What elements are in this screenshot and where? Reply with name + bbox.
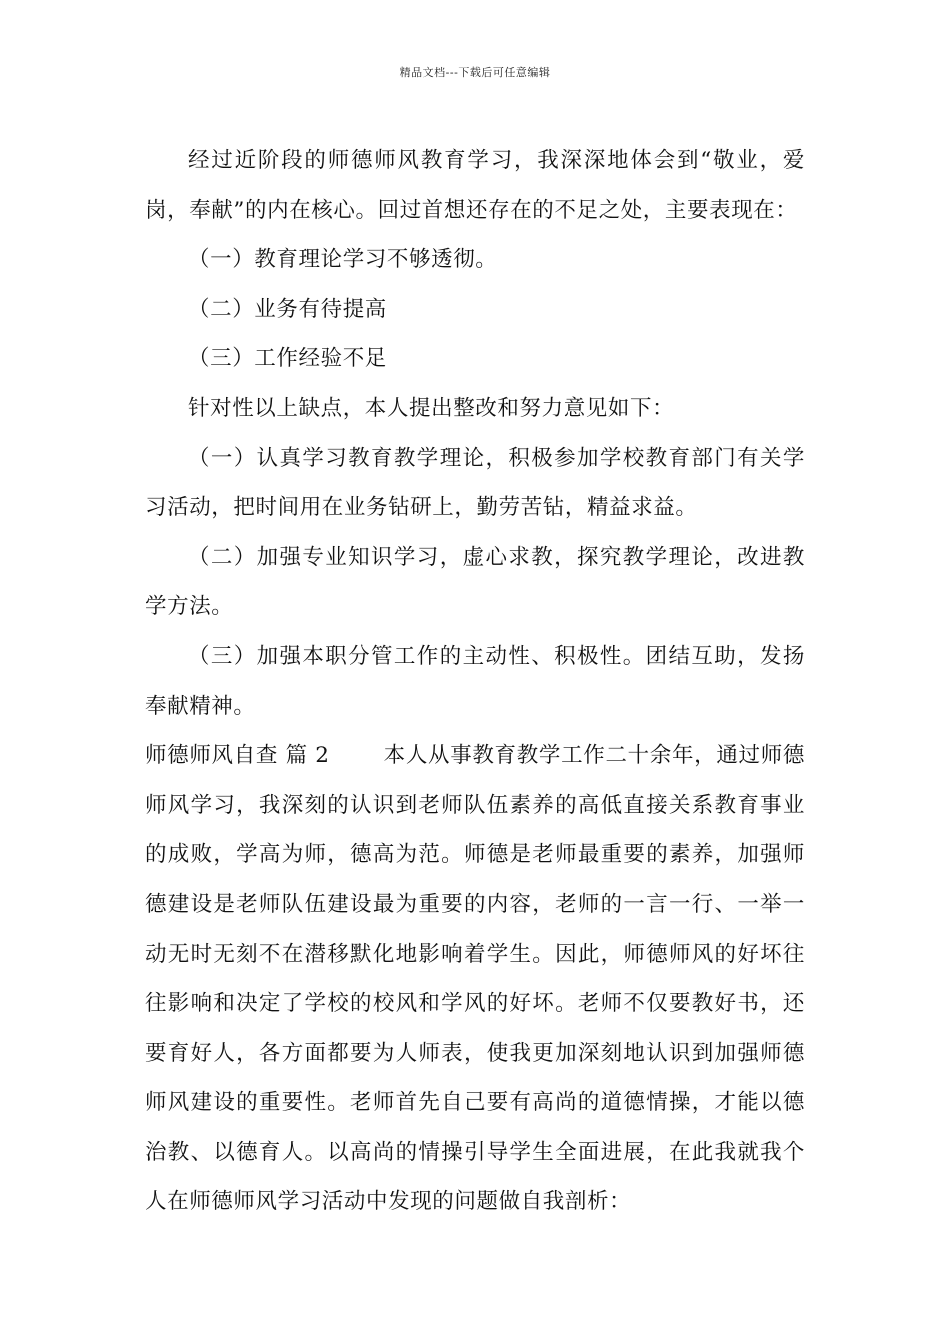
paragraph-shortcoming-1: （一）教育理论学习不够透彻。 [188, 247, 498, 273]
paragraph-improvement-3: （三）加强本职分管工作的主动性、积极性。团结互助，发扬奉献精神。 [145, 643, 805, 719]
paragraph-shortcoming-3: （三）工作经验不足 [188, 346, 387, 372]
document-body [145, 136, 805, 1227]
paragraph-intro: 经过近阶段的师德师风教育学习，我深深地体会到“敬业，爱岗，奉献”的内在核心。回过首想还存在的不足之处，主要表现在： [145, 148, 805, 223]
paragraph-improvement-1: （一）认真学习教育教学理论，积极参加学校教育部门有关学习活动，把时间用在业务钻研上，勤劳苦钻，精益求益。 [145, 445, 805, 521]
page-header: 精品文档---下载后可任意编辑 [399, 66, 551, 79]
paragraph-shortcoming-2: （二）业务有待提高 [188, 296, 387, 322]
section-2-paragraph [145, 731, 805, 1227]
paragraph-improvement-2: （二）加强专业知识学习，虚心求教，探究教学理论，改进教学方法。 [145, 544, 805, 620]
section-2-title: 师德师风自查 篇 2 [145, 743, 330, 769]
section-2-text: 本人从事教育教学工作二十余年，通过师德师风学习，我深刻的认识到老师队伍素养的高低直接关系教育事业的成败，学高为师，德高为范。师德是老师最重要的素养，加强师德建设是老师队伍建设最为重要的内容，老师的一言一行、一举一动无时无刻不在潜移默化地影响着学生。因此，师德师风的好坏往往影响和决定了学校的校风和学风的好坏。老师不仅要教好书，还要育好人，各方面都要为人师表，使我更加深刻地认识到加强师德师风建设的重要性。老师首先自己要有高尚的道德情操，才能以德治教、以德育人。以高尚的情操引导学生全面进展，在此我就我个人在师德师风学习活动中发现的问题做自我剖析： [145, 743, 805, 1215]
paragraph-improvement-intro: 针对性以上缺点，本人提出整改和努力意见如下： [188, 395, 675, 421]
